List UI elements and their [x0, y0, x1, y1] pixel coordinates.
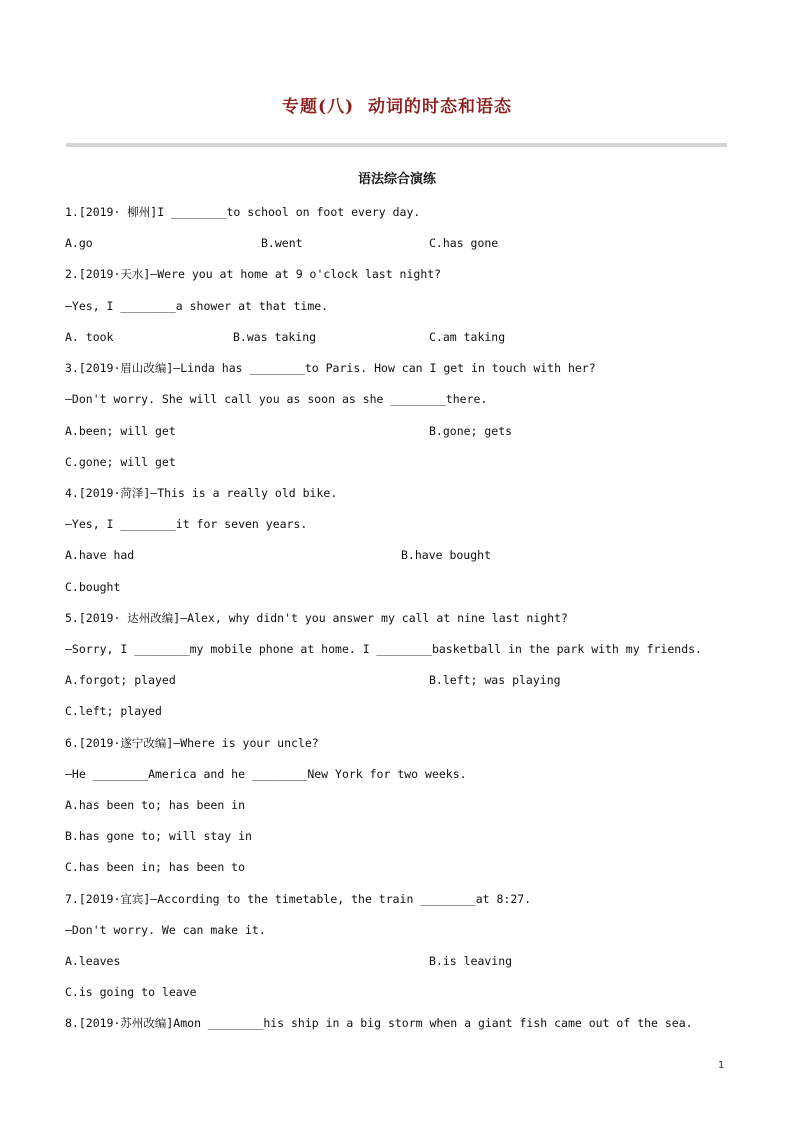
title-divider: [66, 143, 727, 147]
question-1-option-a: A.go: [65, 236, 93, 250]
question-8-stem: 8.[2019·苏州改编]Amon ________his ship in a big storm when a giant fish came out of the sea.: [65, 1016, 693, 1030]
question-7-option-a: A.leaves: [65, 954, 121, 968]
question-7-reply: —Don't worry. We can make it.: [65, 923, 266, 937]
question-6-option-b: B.has gone to; will stay in: [65, 829, 252, 843]
question-4-reply: —Yes, I ________it for seven years.: [65, 517, 308, 531]
question-4-option-a: A.have had: [65, 548, 135, 562]
question-6-reply: —He ________America and he ________New York for two weeks.: [65, 767, 467, 781]
question-1-stem: 1.[2019· 柳州]I ________to school on foot every day.: [65, 205, 421, 219]
question-5-option-a: A.forgot; played: [65, 673, 176, 687]
question-6-option-c: C.has been in; has been to: [65, 860, 246, 874]
question-4-stem: 4.[2019·菏泽]—This is a really old bike.: [65, 486, 338, 500]
question-2-option-b: B.was taking: [233, 330, 317, 344]
question-7-option-b: B.is leaving: [429, 954, 513, 968]
section-heading: 语法综合演练: [357, 172, 436, 187]
question-3-option-a: A.been; will get: [65, 424, 176, 438]
question-6-stem: 6.[2019·遂宁改编]—Where is your uncle?: [65, 736, 319, 750]
question-2-option-c: C.am taking: [429, 330, 506, 344]
page-number: 1: [718, 1060, 725, 1071]
question-7-stem: 7.[2019·宜宾]—According to the timetable, the train ________at 8:27.: [65, 892, 532, 906]
question-3-option-c: C.gone; will get: [65, 455, 176, 469]
question-5-stem: 5.[2019· 达州改编]—Alex, why didn't you answer my call at nine last night?: [65, 611, 568, 625]
question-3-reply: —Don't worry. She will call you as soon as she ________there.: [65, 392, 488, 406]
question-4-option-c: C.bought: [65, 580, 121, 594]
question-6-option-a: A.has been to; has been in: [65, 798, 246, 812]
question-1-option-b: B.went: [261, 236, 303, 250]
question-3-option-b: B.gone; gets: [429, 424, 513, 438]
question-2-stem: 2.[2019·天水]—Were you at home at 9 o'clock last night?: [65, 267, 442, 281]
question-5-option-c: C.left; played: [65, 704, 162, 718]
page-title: 专题(八) 动词的时态和语态: [282, 97, 512, 117]
question-2-reply: —Yes, I ________a shower at that time.: [65, 299, 329, 313]
question-5-option-b: B.left; was playing: [429, 673, 561, 687]
question-3-stem: 3.[2019·眉山改编]—Linda has ________to Paris. How can I get in touch with her?: [65, 361, 596, 375]
question-2-option-a: A. took: [65, 330, 114, 344]
question-1-option-c: C.has gone: [429, 236, 499, 250]
question-4-option-b: B.have bought: [401, 548, 492, 562]
question-7-option-c: C.is going to leave: [65, 985, 197, 999]
question-5-reply: —Sorry, I ________my mobile phone at home. I ________basketball in the park with my friends.: [65, 642, 702, 656]
